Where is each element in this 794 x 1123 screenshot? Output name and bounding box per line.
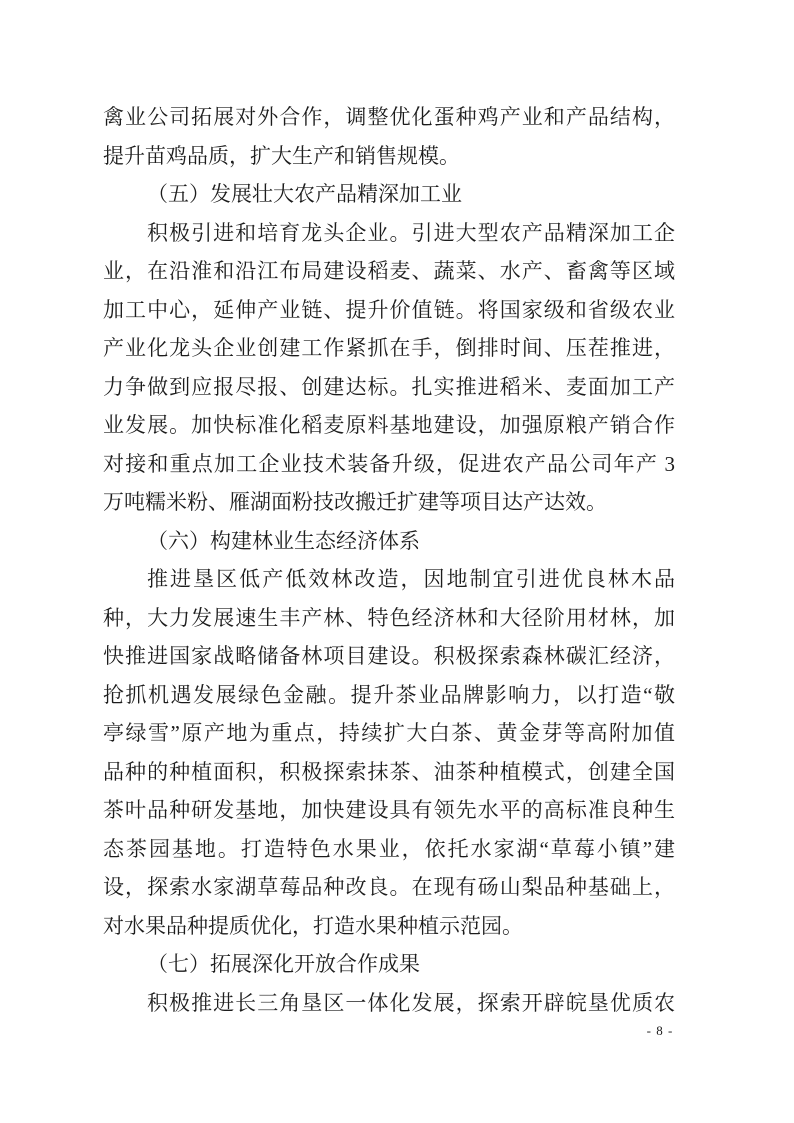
text-line: 对接和重点加工企业技术装备升级，促进农产品公司年产 3: [103, 451, 675, 476]
text-line: 品种的种植面积，积极探索抹茶、油茶种植模式，创建全国: [103, 759, 675, 784]
section-heading: （五）发展壮大农产品精深加工业: [147, 182, 462, 206]
page-number: - 8 -: [646, 1023, 674, 1038]
text-line: 产业化龙头企业创建工作紧抓在手，倒排时间、压茬推进，: [103, 336, 675, 360]
text-line: 万吨糯米粉、雁湖面粉技改搬迁扩建等项目达产达效。: [103, 490, 607, 514]
text-line: 设，探索水家湖草莓品种改良。在现有砀山梨品种基础上，: [103, 875, 675, 899]
text-line: 快推进国家战略储备林项目建设。积极探索森林碳汇经济，: [103, 644, 675, 668]
text-line: 推进垦区低产低效林改造，因地制宜引进优良林木品: [147, 567, 675, 591]
section-heading: （六）构建林业生态经济体系: [147, 528, 420, 553]
text-line: 亭绿雪”原产地为重点，持续扩大白茶、黄金芽等高附加值: [103, 721, 675, 745]
text-line: 积极引进和培育龙头企业。引进大型农产品精深加工企: [147, 220, 675, 245]
section-heading: （七）拓展深化开放合作成果: [147, 952, 420, 976]
text-line: 态茶园基地。打造特色水果业，依托水家湖“草莓小镇”建: [103, 836, 675, 861]
text-line: 力争做到应报尽报、创建达标。扎实推进稻米、麦面加工产: [103, 374, 675, 399]
text-line: 积极推进长三角垦区一体化发展，探索开辟皖垦优质农: [147, 990, 675, 1015]
text-line: 抢抓机遇发展绿色金融。提升茶业品牌影响力，以打造“敬: [103, 682, 675, 707]
text-line: 业发展。加快标准化稻麦原料基地建设，加强原粮产销合作: [103, 413, 675, 437]
text-line: 提升苗鸡品质，扩大生产和销售规模。: [103, 143, 460, 168]
text-line: 茶叶品种研发基地，加快建设具有领先水平的高标准良种生: [103, 798, 675, 822]
text-line: 种，大力发展速生丰产林、特色经济林和大径阶用材林，加: [103, 605, 675, 630]
text-line: 禽业公司拓展对外合作，调整优化蛋种鸡产业和产品结构，: [103, 105, 675, 129]
text-line: 对水果品种提质优化，打造水果种植示范园。: [103, 913, 523, 938]
document-body: [103, 98, 675, 1022]
text-line: 业，在沿淮和沿江布局建设稻麦、蔬菜、水产、畜禽等区域: [103, 259, 675, 283]
text-line: 加工中心，延伸产业链、提升价值链。将国家级和省级农业: [103, 297, 675, 322]
